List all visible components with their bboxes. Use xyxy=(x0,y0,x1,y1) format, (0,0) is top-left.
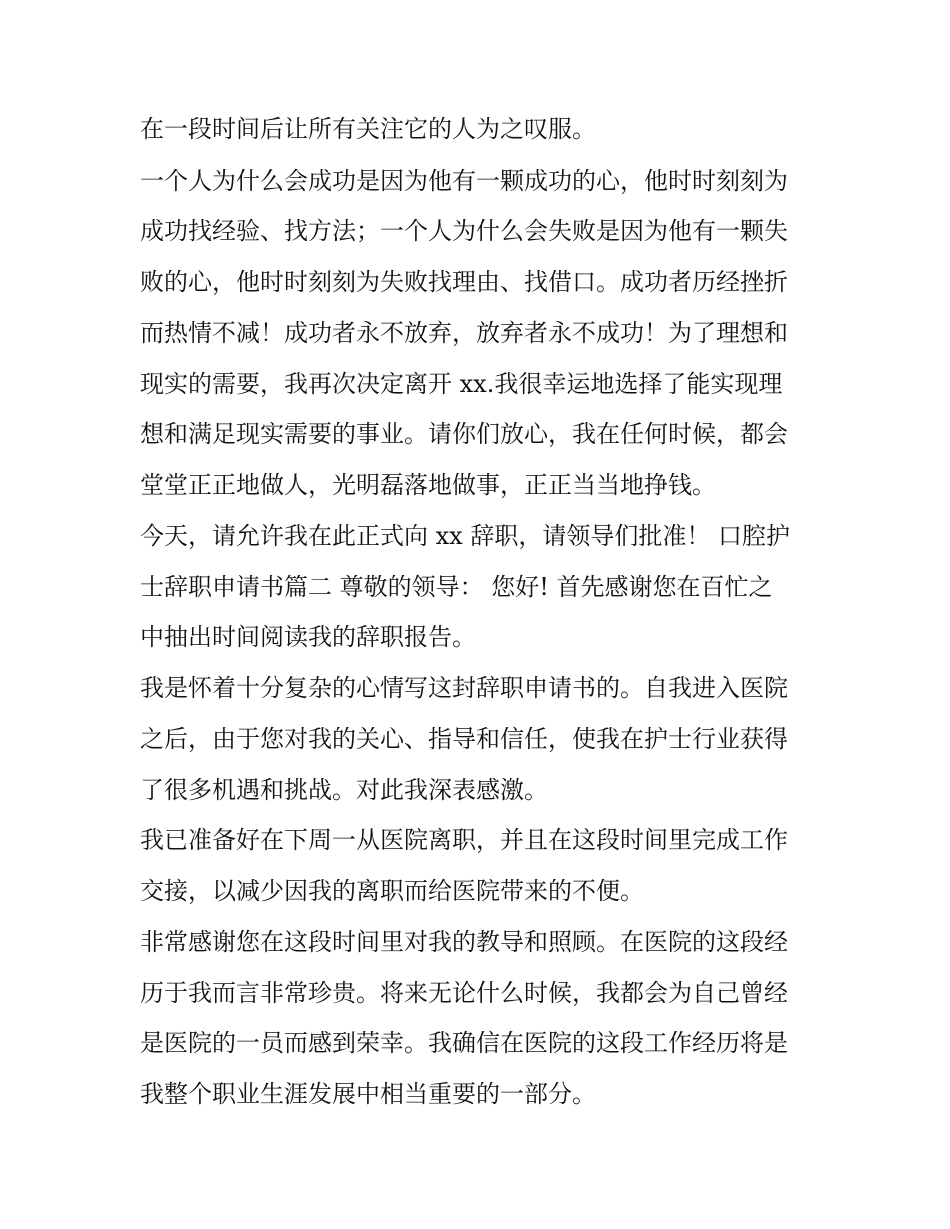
text-line: 成功找经验、找方法；一个人为什么会失败是因为他有一颗失 xyxy=(140,217,788,245)
text-line: 而热情不减！成功者永不放弃，放弃者永不成功！为了理想和 xyxy=(140,319,788,347)
text-line: 今天，请允许我在此正式向 xx 辞职，请领导们批准！ 口腔护 xyxy=(140,522,790,550)
text-line: 败的心，他时时刻刻为失败找理由、找借口。成功者历经挫折 xyxy=(140,268,788,296)
text-line: 现实的需要，我再次决定离开 xx.我很幸运地选择了能实现理 xyxy=(140,370,783,398)
text-line: 历于我而言非常珍贵。将来无论什么时候，我都会为自己曾经 xyxy=(140,979,788,1007)
text-line: 堂堂正正地做人，光明磊落地做事，正正当当地挣钱。 xyxy=(140,471,716,499)
text-line: 我已准备好在下周一从医院离职，并且在这段时间里完成工作 xyxy=(140,826,788,854)
text-line: 我是怀着十分复杂的心情写这封辞职申请书的。自我进入医院 xyxy=(140,674,788,702)
text-line: 了很多机遇和挑战。对此我深表感激。 xyxy=(140,776,548,804)
text-line: 我整个职业生涯发展中相当重要的一部分。 xyxy=(140,1080,596,1108)
text-line: 想和满足现实需要的事业。请你们放心，我在任何时候，都会 xyxy=(140,420,788,448)
text-line: 在一段时间后让所有关注它的人为之叹服。 xyxy=(140,115,596,143)
text-line: 士辞职申请书篇二 尊敬的领导： 您好! 首先感谢您在百忙之 xyxy=(140,573,773,601)
text-line: 一个人为什么会成功是因为他有一颗成功的心，他时时刻刻为 xyxy=(140,167,788,195)
text-line: 是医院的一员而感到荣幸。我确信在医院的这段工作经历将是 xyxy=(140,1029,788,1057)
text-line: 之后，由于您对我的关心、指导和信任，使我在护士行业获得 xyxy=(140,725,788,753)
text-line: 中抽出时间阅读我的辞职报告。 xyxy=(140,623,476,651)
text-line: 非常感谢您在这段时间里对我的教导和照顾。在医院的这段经 xyxy=(140,928,788,956)
text-line: 交接，以减少因我的离职而给医院带来的不便。 xyxy=(140,877,644,905)
